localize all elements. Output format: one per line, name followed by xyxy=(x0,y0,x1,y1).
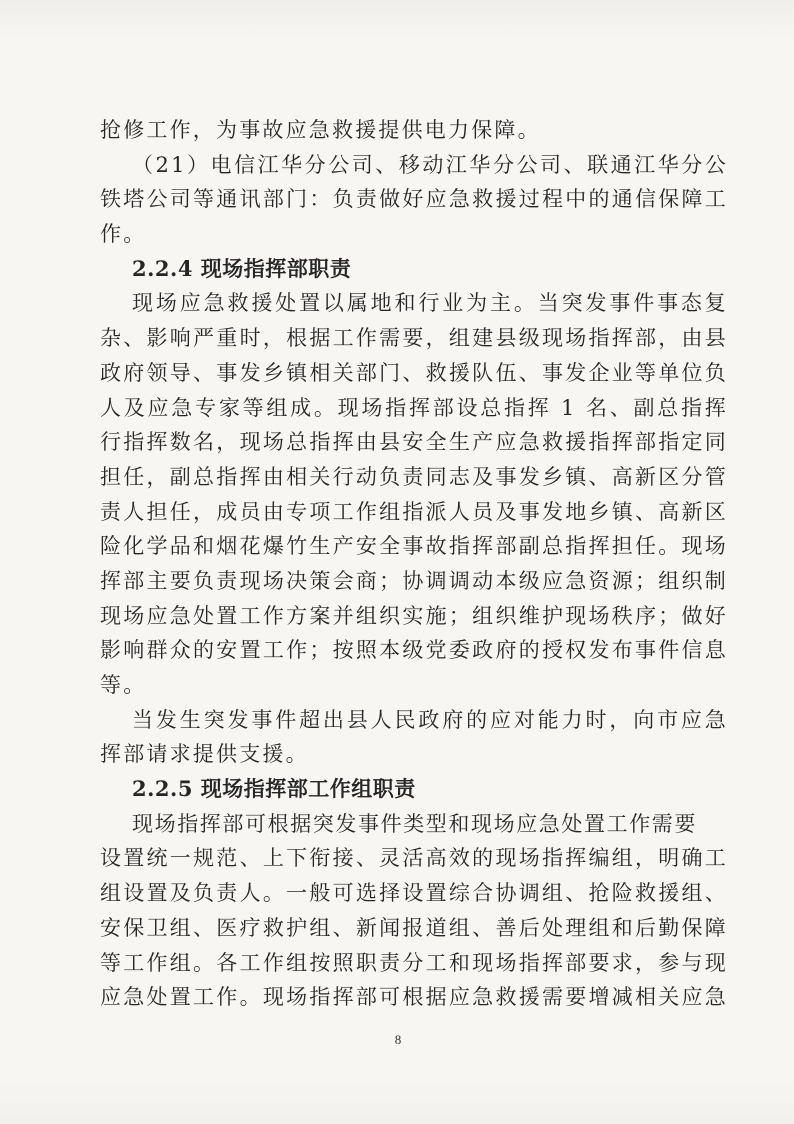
paragraph-line: 铁塔公司等通讯部门：负责做好应急救援过程中的通信保障工 xyxy=(100,187,728,212)
paragraph-line: 等工作组。各工作组按照职责分工和现场指挥部要求，参与现 xyxy=(100,950,728,975)
paragraph-line: （21）电信江华分公司、移动江华分公司、联通江华分公 xyxy=(132,152,728,177)
body-text xyxy=(100,113,728,1015)
section-heading-2-2-4: 2.2.4 现场指挥部职责 xyxy=(132,255,352,281)
paragraph-line: 担任，副总指挥由相关行动负责同志及事发乡镇、高新区分管 xyxy=(100,464,728,489)
paragraph-line: 现场应急处置工作方案并组织实施；组织维护现场秩序；做好 xyxy=(100,603,728,628)
paragraph-line: 行指挥数名，现场总指挥由县安全生产应急救援指挥部指定同 xyxy=(100,430,728,455)
paragraph-line: 人及应急专家等组成。现场指挥部设总指挥 1 名、副总指挥 xyxy=(100,395,728,420)
paragraph-line: 政府领导、事发乡镇相关部门、救援队伍、事发企业等单位负 xyxy=(100,360,728,385)
paragraph-line: 杂、影响严重时，根据工作需要，组建县级现场指挥部，由县 xyxy=(100,326,728,351)
paragraph-line: 应急处置工作。现场指挥部可根据应急救援需要增减相关应急 xyxy=(100,985,728,1010)
paragraph-line: 责人担任，成员由专项工作组指派人员及事发地乡镇、高新区 xyxy=(100,499,728,524)
paragraph-line: 作。 xyxy=(100,222,147,247)
paragraph-line: 组设置及负责人。一般可选择设置综合协调组、抢险救援组、 xyxy=(100,881,728,906)
paragraph-line: 现场指挥部可根据突发事件类型和现场应急处置工作需要 xyxy=(132,811,697,836)
paragraph-line: 安保卫组、医疗救护组、新闻报道组、善后处理组和后勤保障 xyxy=(100,915,728,940)
section-heading-2-2-5: 2.2.5 现场指挥部工作组职责 xyxy=(132,776,416,802)
paragraph-line: 挥部主要负责现场决策会商；协调调动本级应急资源；组织制 xyxy=(100,568,728,593)
page-number: 8 xyxy=(394,1032,402,1047)
paragraph-line: 当发生突发事件超出县人民政府的应对能力时，向市应急 xyxy=(132,707,728,732)
paragraph-line: 抢修工作，为事故应急救援提供电力保障。 xyxy=(100,118,541,142)
paragraph-line: 等。 xyxy=(100,673,147,697)
paragraph-line: 现场应急救援处置以属地和行业为主。当突发事件事态复 xyxy=(132,291,728,316)
paragraph-line: 影响群众的安置工作；按照本级党委政府的授权发布事件信息 xyxy=(100,638,728,663)
paragraph-line: 险化学品和烟花爆竹生产安全事故指挥部副总指挥担任。现场 xyxy=(100,534,728,559)
paragraph-line: 设置统一规范、上下衔接、灵活高效的现场指挥编组，明确工 xyxy=(100,846,728,871)
paragraph-line: 挥部请求提供支援。 xyxy=(100,742,309,767)
